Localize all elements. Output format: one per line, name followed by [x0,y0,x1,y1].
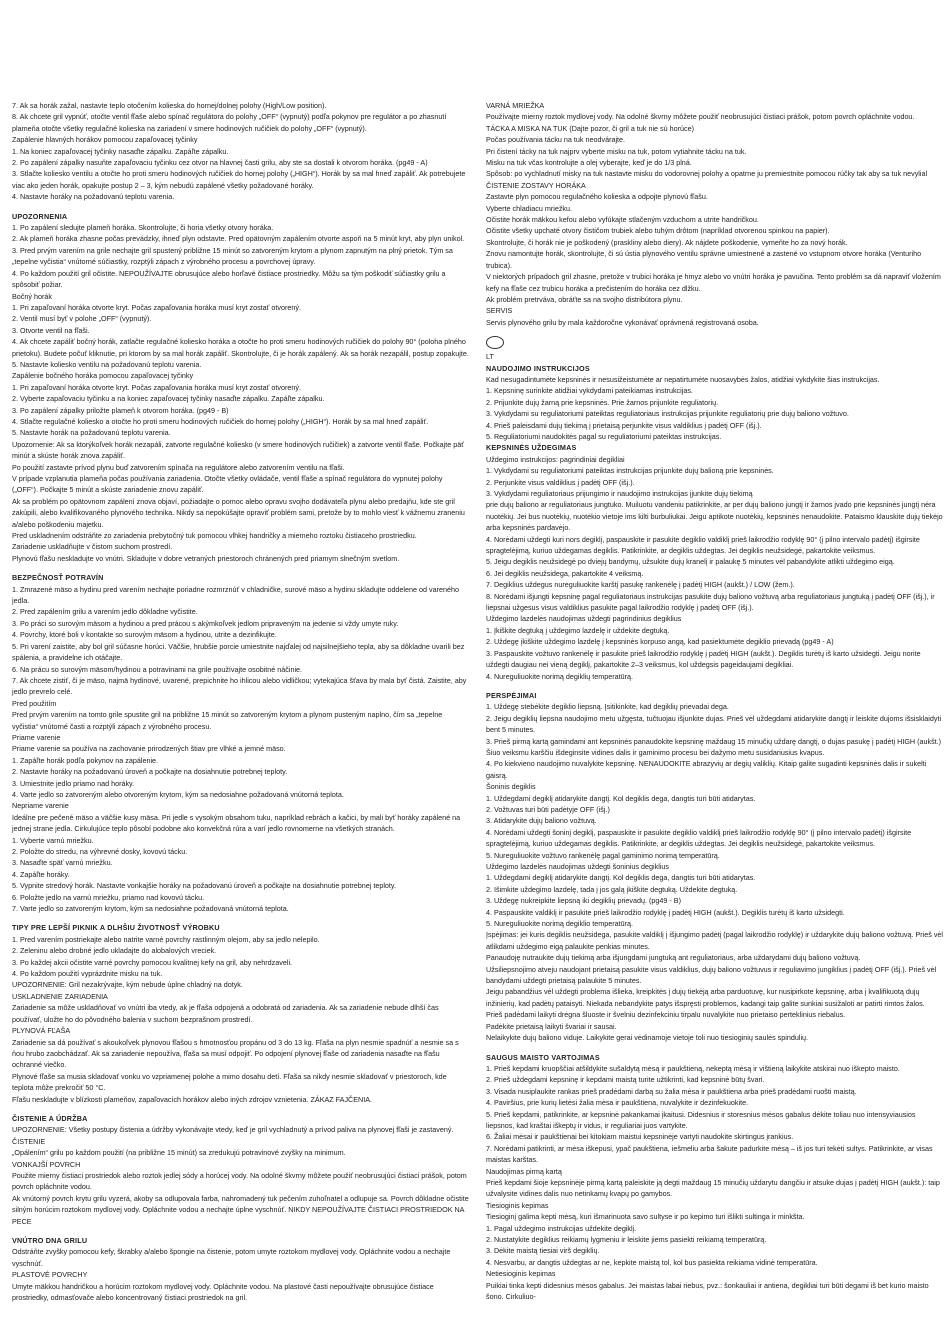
text-line: 3. Po zapálení zápalky priložte plameň k otvorom horáka. (pg49 - B) [12,405,229,415]
section-heading: TIPY PRE LEPŠÍ PIKNIK A DLHŠIU ŽIVOTNOSŤ VÝROBKU [12,923,220,933]
text-line: 3. Prieš pirmą kartą gamindami ant kepsninės panaudokite kepsninę maždaug 15 minučių uždarę dangtį, o dujas pasukę į padėtį HIGH (aukšt.) Šiuo veiksmu karščiu išdeginsite vidines dalis ir gaminimo procesu bei dažymo metu susidariusius kvapus. [486,736,942,757]
section-gap [12,203,470,211]
text-line: Spôsob: po vychladnutí misky na tuk nastavte misku do vodorovnej polohy a opatrne ju premiestnite pomocou rúčky tak aby sa tuk nevylial [486,169,928,179]
left-column [12,100,470,1303]
text-line: 6. Žaliai mėsai ir paukštienai bei kitokiam maistui kepsninėje vartyti naudokite skirtingus įrankius. [486,1132,794,1142]
text-line: Zariadenie sa môže uskladňovať vo vnútri iba vtedy, ak je fľaša odpojená a odobratá od zariadenia. Ak sa zariadenie nebude dlhší čas používať, uložte ho do pôvodného balenia v suchom bezprašnom prostredí. [12,1003,439,1024]
text-line: Pred prvým varením na tomto grile spustite gril na približne 15 minút so zatvoreným krytom a plynom pusteným naplno, čím sa „tepelne vyčistia“ vnútorné časti a rozptýli zápach z výrobného procesu. [12,710,443,731]
text-line: 1. Vyberte varnú mriežku. [12,835,94,845]
text-line: 4. Stlačte regulačné koliesko a otočte ho proti smeru hodinových ručičiek do hornej polohy („HIGH“). Horák by sa mal hneď zapáliť. [12,416,429,426]
text-line: 1. Prieš kepdami kruopščiai atšildykite sušaldytą mėsą ir paukštieną, nekeptą mėsą ir vištieną laikykite atskirai nuo iškepto maisto. [486,1063,900,1073]
text-line: ČISTENIE ZOSTAVY HORÁKA [486,180,586,190]
text-line: 3. Po práci so surovým mäsom a hydinou a pred prácou s akýmkoľvek jedlom pripraveným na jedenie si vždy umyte ruky. [12,618,399,628]
text-line: 3. Umiestnite jedlo priamo nad horáky. [12,778,135,788]
text-line: 2. Ventil musí byť v polohe „OFF“ (vypnutý). [12,314,152,324]
text-line: 2. Jeigu degiklių liepsna naudojimo metu užgęsta, tučtuojau išjunkite dujas. Prieš vėl uždegdami atidarykite dangtį ir leiskite dujoms išsisklaidyti bent 5 minutes. [486,713,942,735]
text-line: ČISTENIE [12,1136,46,1146]
text-line: Zariadenie uskladňujte v čistom suchom prostredí. [12,542,173,552]
text-line: 2. Prijunkite dujų žarną prie kepsninės. Prie žarnos prijunkite reguliatorių. [486,397,719,407]
text-line: Nelaikykite dujų baliono viduje. Laikykite gerai vėdinamoje vietoje toli nuo tiesioginių saulės spindulių. [486,1033,809,1043]
text-line: Očistite horák mäkkou kefou alebo vyfúkajte stlačeným vzduchom a utrite handričkou. [486,215,759,225]
text-line: 1. Na koniec zapaľovacej tyčinky nasaďte zápalku. Zapáľte zápalku. [12,146,229,156]
text-line: 6. Jei degiklis neužsidega, pakartokite 4 veiksmą. [486,568,644,578]
text-line: Pred použitím [12,698,57,708]
text-line: 3. Pred prvým varením na grile nechajte gril spustený približne 15 minút so zatvoreným krytom a plynom zapnutým na plný prietok. Tým sa „tepelne vyčistia“ vnútorné súčiastky, rozptýli zápach z výrobného procesu a povrchovej úpravy. [12,245,453,267]
text-line: 3. Nasaďte späť varnú mriežku. [12,858,113,868]
text-line: 2. Položte do stredu, na výhrevné dosky, kovovú tácku. [12,847,188,856]
text-line: Ideálne pre pečené mäso a väčšie kusy mäsa. Pri jedle s vysokým obsahom tuku, napríklad rebrách a kačici, by mali byť horáky zapálené na jednej strane jedla. Cirkulujúce teplo pôsobí podobne ako konvekčná rúra a varí jedlo rovnomerne na všetkých stranách. [12,812,461,834]
section-heading: KEPSNINĖS UŽDEGIMAS [486,443,577,453]
text-line: 1. Įkiškite degtuką į uždegimo lazdelę ir uždekite degtuką. [486,625,670,635]
text-line: Zastavte plyn pomocou regulačného kolieska a odpojte plynovú fľašu. [486,192,708,202]
text-line: 3. Po každej akcii očistite varné povrchy pomocou kvalitnej kefy na gril, aby nehrdzaveli. [12,957,293,967]
text-line: Očistite všetky upchaté otvory čističom trubiek alebo tuhým drôtom (napríklad otvorenou spinkou na papier). [486,226,830,236]
text-line: Vyberte chladiacu mriežku. [486,203,573,213]
text-line: 1. Pri zapaľovaní horáka otvorte kryt. Počas zapaľovania horáka musí kryt zostať otvorený. [12,302,301,312]
text-line: 4. Varte jedlo so zatvoreným alebo otvoreným krytom, kým sa nedosiahne požadovaná vnútorná teplota. [12,789,344,799]
text-line: 7. Ak chcete zistiť, či je mäso, najmä hydinové, uvarené, prepichnite ho ihlicou alebo vidličkou; vytekajúca šťava by mala byť čistá. Zaistite, aby jedlo prevrelo celé. [12,675,467,697]
text-line: 1. Po zapálení sledujte plameň horáka. Skontrolujte, či horia všetky otvory horáka. [12,223,274,233]
text-line: Uždegimo instrukcijos: pagrindiniai degikliai [486,454,625,464]
text-line: 2. Išimkite uždegimo lazdelę, tada į jos galą įkiškite degtuką. Uždekite degtuką. [486,884,738,894]
text-line: Uždegimo lazdelės naudojimas uždegti šoninius degiklius [486,862,669,871]
text-line: 5. Nureguliuokite vožtuvo rankenėlę pagal gaminimo norimą temperatūrą. [486,850,720,860]
text-line: 1. Uždegę stebėkite degiklio liepsną. Įsitikinkite, kad degiklių prievadai dega. [486,702,729,712]
text-line: 5. Reguliatoriumi naudokitės pagal su reguliatoriumi pateiktas instrukcijas. [486,431,722,441]
section-gap [12,1105,470,1113]
text-line: Jeigu pabandžius vėl uždegti problema išlieka, kreipkitės į dujų tiekėją arba parduotuvę, kur nusipirkote kepsninę, arba į kvalifikuotą dujų inžinierių, kad padėtų pataisyti. Niekada nebandykite patys išspręsti problemos, kadangi taip galite sunkiai susižaloti ar patirti rimtos žalos. [486,987,925,1008]
section-heading: ČISTENIE A ÚDRŽBA [12,1113,88,1123]
text-line: Ak vnútorný povrch krytu grilu vyzerá, akoby sa odlupovala farba, nahromadený tuk pečením zuhoľnatel a odlupuje sa. Povrch dôkladne očistite silným horúcim roztokom mydlovej vody. Opláchnite vodou a nechajte úplne vyschnúť. NIKDY NEPOUŽÍVAJTE ČISTIACI PROSTRIEDOK NA PECE [12,1193,469,1226]
section-heading: SAUGUS MAISTO VARTOJIMAS [486,1052,600,1062]
text-line: 6. Položte jedlo na varnú mriežku, priamo nad kovovú tácku. [12,892,205,902]
text-line: Prieš padėdami laikyti drėgna šluoste ir švelniu dezinfekciniu tirpalu nuvalykite nuo prietaiso perteklinius riebalus. [486,1010,846,1020]
section-heading: BEZPEČNOSŤ POTRAVÍN [12,573,104,583]
text-line: Nepriame varenie [12,801,69,811]
text-line: prie dujų baliono ar reguliatoriaus jungtuko. Muiluotu vandeniu patikrinkite, ar per dujų baliono jungtį ir žarnos jvado prie kepsninės jungtį nėra nuotėkių. Jei bus nuotėkių, nuotėkio vietoje ims kilti burbuliukai. Jeigu aptikote nuotėkių, kepsninės nenaudokite. Pataismo klauskite dujų tiekėjo arba kepsninės pardavėjo. [486,500,943,533]
text-line: UPOZORNENIE: Všetky postupy čistenia a údržby vykonávajte vtedy, keď je gril vychladnutý a prívod paliva na plynovej fľaši je zastavený. [12,1125,454,1135]
text-line: 2. Po zapálení zápalky nasuňte zapaľovaciu tyčinku cez otvor na hlavnej časti grilu, aby ste sa dostali k otvorom horáka. (pg49 - A) [12,158,428,168]
text-line: Kad nesugadintumėte kepsninės ir nesusižeistumėte ar nepatirtumėte nuosavybės žalos, atidžiai vykdykite šias instrukcijas. [486,374,880,384]
text-line: Fľašu neskladujte v blízkosti plameňov, zapaľovacích horákov alebo iných zdrojov vznietenia. ZÁKAZ FAJČENIA. [12,1094,373,1104]
text-line: 5. Vypnite stredový horák. Nastavte vonkajšie horáky na požadovanú úroveň a počkajte na dosiahnutie potrebnej teploty. [12,881,396,891]
text-line: 4. Nureguliuokite norimą degiklių temperatūrą. [486,671,634,681]
text-line: 2. Vožtuvas turi būti padėtyje OFF (išj.) [486,804,610,814]
text-line: Užsiliepsnojimo atveju naudojant prietaisą pasukite visus valdiklius, dujų baliono vožtuvus ir reguliavimo jungiklius į padėtį OFF (išj.). Prieš vėl bandydami uždegti prietaisą palaukite 5 minutes. [486,964,937,986]
text-line: Plynovú fľašu neskladujte vo vnútri. Skladujte v dobre vetraných priestoroch chránených pred priamym slnečným svetlom. [12,553,400,563]
text-line: Pred uskladnením odstráňte zo zariadenia prebytočný tuk pomocou vlhkej handričky a miemeho roztoku čistiaceho prostriedku. [12,531,417,541]
text-line: Įspėjimas: jei kuris degiklis neužsidega, pasukite valdiklį į išjungimo padėtį (pagal laikrodžio rodyklę) ir uždarykite dujų baliono vožtuvą. Prieš vėl atlikdami uždegimo eigą palaukite penkias minutes. [486,930,944,951]
text-line: 3. Paspauskite vožtuvo rankenėlę ir pasukite prieš laikrodžio rodyklę į padėtį HIGH (aukšt.). Degiklis turėtų iš karto užsidegti. Jeigu norite uždegti daugiau nei vieną degiklį, pakartokite 2–3 veiksmus, kol uždegsis pageidaujami degikliai. [486,648,921,670]
text-line: 3. Vykdydami reguliatoriaus prijungimo ir naudojimo instrukcijas įjunkite dujų tiekimą [486,489,753,498]
text-line: 3. Stlačte koliesko ventilu a otočte ho proti smeru hodinových ručičiek do hornej polohy („HIGH“). Horák by sa mal hneď zapáliť. Ak potrebujete viac ako jeden horák, opakujte postup 2 – 3, kým nebudú zapálené všetky požadované horáky. [12,169,466,190]
text-line: 4. Po kiekvieno naudojimo nuvalykite kepsninę. NENAUDOKITE abrazyvių ar degių valiklių. Kitaip galite sugadinti kepsninės dalis ir sukelti gaisrą. [486,759,927,780]
text-line: Servis plynového grilu by mala každoročne vykonávať oprávnená registrovaná osoba. [486,317,759,327]
text-line: 2. Pred zapálením grilu a varením jedlo dôkladne vyčistite. [12,607,198,617]
text-line: USKLADNENIE ZARIADENIA [12,991,108,1001]
text-line: Plynové fľaše sa musia skladovať vonku vo vzpriamenej polohe a mimo dosahu detí. Fľaša sa nikdy nesmie skladovať v priestoroch, kde teplota môže prekročiť 50 °C. [12,1071,447,1093]
text-line: Netiesioginis kepimas [486,1269,556,1279]
text-line: 5. Nastavte horák na požadovanú teplotu varenia. [12,428,171,438]
text-line: 3. Uždegę nukreipkite liepsną iki degiklių prievadų. (pg49 - B) [486,896,681,906]
text-line: Počas používania tácku na tuk neodvárajte. [486,135,626,145]
text-line: 4. Zapáľte horáky. [12,869,70,879]
text-line: UPOZORNENIE: Gril nezakrývajte, kým nebude úplne chladný na dotyk. [12,980,243,990]
text-line: 1. Kepsninę surinkite atidžiai vykdydami pateikiamas instrukcijas. [486,386,693,396]
text-line: 1. Uždegdami degiklį atidarykite dangtį. Kol degiklis dega, dangtis turi būti atidarytas. [486,873,756,883]
text-line: Skontrolujte, či horák nie je poškodený (praskliny alebo diery). Ak nájdete poškodenie, vymeňte ho za nový horák. [486,237,848,247]
text-line: 2. Ak plameň horáka zhasne počas prevádzky, ihneď plyn odstavte. Pred opätovným zapálením otvorte aspoň na 5 minút kryt, aby plyn unikol. [12,234,465,244]
text-line: 1. Zapáľte horák podľa pokynov na zapálenie. [12,755,159,765]
text-line: 5. Jeigu degiklis neužsidegė po dviejų bandymų, užsukite dujų kranelį ir palaukę 5 minutes vėl pabandykite atlikti uždegimo eigą. [486,557,895,567]
text-line: 2. Prieš uždegdami kepsninę ir kepdami maistą turite užtikrinti, kad kepsninė būtų švari. [486,1075,765,1085]
text-line: 1. Pred varením postriekajte alebo natrite varné povrchy rastlinným olejom, aby sa jedlo nelepilo. [12,934,320,944]
text-line: Naudojimas pirmą kartą [486,1166,562,1176]
text-line: PLASTOVÉ POVRCHY [12,1270,88,1280]
text-line: 8. Ak chcete gril vypnúť, otočte ventil fľaše alebo spínač regulátora do polohy „OFF“ (vypnutý) podľa pokynov pre regulátor a po zhasnutí plameňa otočte všetky regulačné kolieska na zariadení v smere hodinových ručičiek do polohy „OFF“ (vypnutý). [12,112,447,133]
text-line: 1. Uždegdami degiklį atidarykite dangtį. Kol degiklis dega, dangtis turi būti atidarytas. [486,793,756,803]
text-line: Používajte mierny roztok mydlovej vody. Na odolné škvrny môžete použiť neobrusujúci čistiaci prášok, potom povrch opláchnite vodou. [486,112,915,122]
text-line: VARNÁ MRIEŽKA [486,101,545,110]
text-line: Bočný horák [12,291,52,301]
text-line: Odstráňte zvyšky pomocou kefy, škrabky a/alebo špongie na čistenie, potom umyte roztokom mydlovej vody. Opláchnite vodou a nechajte vyschnúť. [12,1247,451,1268]
text-line: Zapálenie bočného horáka pomocou zapaľovacej tyčinky [12,371,194,381]
text-line: 3. Otvorte ventil na fľaši. [12,325,90,335]
text-line: 3. Atidarykite dujų baliono vožtuvą. [486,816,597,826]
text-line: TÁCKA A MISKA NA TUK (Dajte pozor, či gril a tuk nie sú horúce) [486,123,694,133]
text-line: Priame varenie sa používa na zachovanie prirodzených štiav pre vlhké a jemné mäso. [12,744,286,754]
text-line: Použite mierny čistiaci prostriedok alebo roztok jedlej sódy a horúcej vody. Na odolné škvrny môžete použiť neobrusujúci čistiaci prášok, potom povrch opláchnite vodou. [12,1170,467,1192]
text-line: Uždegimo lazdelės naudojimas uždegti pagrindinius degiklius [486,614,682,624]
text-line: Panaudoję nutraukite dujų tiekimą arba išjungdami jungtuką ant reguliatoriaus, arba uždarydami dujų baliono vožtuvą. [486,953,861,963]
text-line: 2. Vyberte zapaľovaciu tyčinku a na koniec zapaľovacej tyčinky nasaďte zápalku. Zapáľte zápalku. [12,394,325,404]
text-line: 4. Prieš paleisdami dujų tiekimą į prietaisą perjunkite visus valdiklius į padėtį OFF (išj.). [486,420,762,430]
text-line: Zariadenie sa dá používať s akoukoľvek plynovou fľašou s hmotnosťou propánu od 3 do 13 kg. Fľaša na plyn nesmie spadnúť a nesmie sa s ňou hrubo zaobchádzať. Ak sa zariadenie nepoužíva, fľaša sa musí odpojiť. Po odpojení plynovej fľaše od zariadenia nasaďte na fľašu ochranné viečko. [12,1037,459,1070]
text-line: 4. Paviršius, prie kurių lietėsi žalia mėsa ir paukštiena, nuvalykite ir dezinfekuokite. [486,1098,749,1108]
text-line: LT [486,352,494,362]
text-line: 2. Uždegę įkiškite uždegimo lazdelę į kepsninės korpuso angą, kad pasiektumėte degiklio prievadą (pg49 - A) [486,637,834,647]
text-line: V prípade vzplanutia plameňa počas používania zariadenia. Otočte všetky ovládače, ventil fľaše a spínač regulátora do vypnutej polohy („OFF“). Počkajte 5 minút a skúste zariadenie znovu zapáliť. [12,474,443,495]
text-line: 4. Po každom použití gril očistite. NEPOUŽÍVAJTE obrusujúce alebo horľavé čistiace prostriedky. Môžu sa tým poškodiť súčiastky grilu a spôsobiť požiar. [12,268,446,290]
text-line: 4. Norėdami uždegti kuri nors degiklį, paspauskite ir pasukite degiklio valdiklį prieš laikrodžio rodyklę 90° (į pilno intervalo padėtį) išgirsite spragtelėjimą, kuriuo uždegamas degiklis. Patikrinkite, ar degiklis uždegtas. Jei degiklis neužsidegė, pakartokite veiksmus. [486,534,920,556]
text-line: Šoninis degiklis [486,782,536,792]
text-line: 3. Dėkite maistą tiesiai virš degiklių. [486,1246,600,1256]
text-line: 2. Nastavte horáky na požadovanú úroveň a počkajte na dosiahnutie potrebnej teploty. [12,767,288,777]
text-line: 8. Norėdami išjungti kepsninę pagal reguliatoriaus instrukcijas pasukite dujų baliono vožtuvą arba reguliatoriaus jungtuką į padėtį OFF (išj.), ir liepsnai užgesus visus valdiklius pasukite pagal laikrodžio rodyklę į padėtį OFF (išj.). [486,591,935,613]
text-line: 5. Prieš kepdami, patikrinkite, ar kepsninė pakankamai įkaitusi. Didesnius ir storesnius mėsos gabalus dėkite toliau nuo intensyviausios liepsnos, kad kraštai iškeptų ir vidus, ir reguliariai juos vartykite. [486,1109,916,1130]
text-line: 2. Zeleninu alebo drobné jedlo ukladajte do alobalových vreciek. [12,946,217,956]
text-line: 1. Pri zapaľovaní horáka otvorte kryt. Počas zapaľovania horáka musí kryt zostať otvorený. [12,382,301,392]
text-line: 5. Nastavte koliesko ventilu na požadovanú teplotu varenia. [12,359,202,369]
text-line: V niektorých prípadoch gril zhasne, pretože v trubici horáka je hmyz alebo vo vnútri horáka je pavučina. Tento problém sa dá napraviť vložením kefy na fľaše cez trubicu horáka a prečistením do horáka cez dlžku. [486,272,941,293]
text-line: 5. Nureguliuokite norimą degiklio temperatūrą. [486,919,634,929]
section-heading: UPOZORNENIA [12,211,68,221]
text-line: Upozornenie: Ak sa ktorýkoľvek horák nezapáli, zatvorte regulačné koliesko (v smere hodinových ručičiek) a zatvorte ventil fľaše. Počkajte päť minút a skúste horák znova zapáliť. [12,439,464,461]
text-line: 2. Perjunkite visus valdiklius į padėtį OFF (išj.). [486,477,635,487]
text-line: 3. Vykdydami su reguliatoriumi pateiktas reguliatoriaus instrukcijas prijunkite reguliatorių prie dujų baliono vožtuvo. [486,409,849,419]
text-line: Tiesioginį galima kepti mėsą, kuri išmarinuota savo sultyse ir po kepimo turi išlikti sultinga ir minkšta. [486,1212,805,1222]
section-gap [486,682,944,690]
right-column [486,100,944,1302]
text-line: 3. Visada nusiplaukite rankas prieš pradėdami darbą su žalia mėsa ir paukštiena arba prieš pradėdami ruošti maistą. [486,1086,857,1096]
text-line: Pri čistení tácky na tuk najprv vyberte misku na tuk, potom vytiahnite tácku na tuk. [486,146,747,156]
text-line: Ak problém pretrváva, obráťte sa na svojho distribútora plynu. [486,294,683,304]
section-heading: VNÚTRO DNA GRILU [12,1236,88,1245]
text-line: Priame varenie [12,732,61,742]
text-line: 1. Vykdydami su reguliatoriumi pateiktas instrukcijas prijunkite dujų balioną prie kepsninės. [486,466,774,476]
text-line: 2. Nustatykite degiklius reikiamų lygmeniu ir leiskite jiems pasiekti reikiamą temperatūrą. [486,1235,767,1244]
text-line: 4. Nastavte horáky na požadovanú teplotu varenia. [12,192,175,202]
text-line: 1. Zmrazené mäso a hydinu pred varením nechajte poriadne rozmrznúť v chladničke, surové mäso a hydinu skladujte oddelene od vareného jedla. [12,584,459,606]
text-line: 4. Paspauskite valdiklį ir pasukite prieš laikrodžio rodyklę į padėtį HIGH (aukšt.). Degiklis turėtų iš karto užsidegti. [486,907,845,917]
text-line: 4. Norėdami uždegti šoninį degiklį, paspauskite ir pasukite degiklio valdiklį prieš laikrodžio rodyklę 90° (į pilno intervalo padėtį) išgirsite spragtelėjimą, kuriuo uždegamas degiklis. Patikrinkite, ar degiklis uždegtas. Jei degiklis neužsidegė, pakartokite veiksmus. [486,827,912,849]
text-line: 7. Degiklius uždegus nureguliuokite karštį pasukę rankenėlę į padėtį HIGH (aukšt.) / LOW (žem.). [486,580,795,590]
text-line: 6. Na prácu so surovým mäsom/hydinou a potravinami na grile používajte osobitné náčinie. [12,664,303,674]
text-line: Zapálenie hlavných horákov pomocou zapaľovacej tyčinky [12,135,198,145]
text-line: 4. Nesvarbu, ar dangtis uždegtas ar ne, kepkite maistą tol, kol bus pasiekta reikiama vidinė temperatūra. [486,1257,818,1267]
text-line: Misku na tuk včas kontrolujte a olej vyberajte, keď je do 1/3 plná. [486,158,692,168]
text-line: Tiesioginis kepimas [486,1200,549,1210]
section-gap [486,1044,944,1052]
text-line: PLYNOVÁ FĽAŠA [12,1026,71,1036]
language-marker-icon [486,336,504,349]
section-gap [12,564,470,572]
text-line: „Opálením“ grilu po každom použití (na približne 15 minút) sa zredukujú potravinové zvyšky na minimum. [12,1148,346,1158]
text-line: 7. Ak sa horák zažal, nastavte teplo otočením kolieska do hornej/dolnej polohy (High/Low position). [12,101,327,110]
section-heading: PERSPĖJIMAI [486,690,537,700]
text-line: Puikiai tinka kepti didesnius mėsos gabalus. Jei maistas labai riebus, pvz.: šonkauliai ir antiena, degikliai turi būti degami iš bet kurio maisto šono. Cirkuliuo- [486,1280,929,1302]
section-heading: NAUDOJIMO INSTRUKCIJOS [486,363,590,373]
text-line: 4. Ak chcete zapáliť bočný horák, zatlačte regulačné koliesko horáka a otočte ho proti smeru hodinových ručičiek do polohy 90° (poloha plného prietoku). Budete počuť kliknutie, pri ktorom by sa mal horák zapáliť. Skontrolujte, či je horák zapálený. Ak sa horák nezapálil, postup zopakujte. [12,337,469,358]
text-line: Znovu namontujte horák, skontrolujte, či sú ústia plynového ventilu správne umiestnené a zastené vo vstupnom otvore horáka (Venturiho trubica). [486,249,922,270]
text-line: 4. Po každom použití vyprázdnite misku na tuk. [12,969,163,979]
text-line: 1. Pagal uždegimo instrukcijas uždekite degiklį. [486,1223,637,1233]
text-line: SERVIS [486,306,513,316]
text-line: 7. Varte jedlo so zatvoreným krytom, kým sa nedosiahne požadovaná vnútorná teplota. [12,904,289,914]
text-line: 5. Pri varení zaistite, aby bol gril súčasne horúci. Väčšie, hrubšie porcie umiestnite najďalej od najsilnejšieho tepla, aby sa dôkladne uvarili bez spálenia, a pravidelne ich otáčajte. [12,641,465,663]
text-line: 4. Povrchy, ktoré boli v kontakte so surovým mäsom a hydinou, utrite a dezinfikujte. [12,630,277,640]
text-line: 7. Norėdami patikrinti, ar mėsa iškepusi, ypač paukštiena, iešmeliu arba šakute padurkite mėsą – iš jos turi tekėti sultys. Patikrinkite, ar visas maistas karštas. [486,1143,933,1165]
section-gap [12,914,470,922]
text-line: Padėkite prietaisą laikyti švariai ir sausai. [486,1021,617,1031]
text-line: Ak sa problém po opätovnom zapálení znova objaví, požiadajte o pomoc alebo opravu svojho dodávateľa plynu alebo predajňu, kde ste gril zakúpili, alebo kvalifikovaného plynového technika. Nikdy sa nepokúšajte opraviť problém sami, pretože by to mohlo viesť k vážnemu zraneniu a/alebo poškodeniu majetku. [12,496,465,529]
text-line: Prieš kepdami šioje kepsninėje pirmą kartą paleiskite ją degti maždaug 15 minučių uždarytu dangčiu ir atsuke dujas į padėtį HIGH (aukšt.): taip užvalysite vidines dalis nuo netinkamų kvapų po gamybos. [486,1177,940,1199]
text-line: Umyte mäkkou handričkou a horúcim roztokom mydlovej vody. Opláchnite vodou. Na plastové časti nepoužívajte obrusujúce čistiace prostriedky, odmasťovače alebo koncentrovaný čistiaci prostriedok na gril. [12,1281,434,1303]
section-gap [12,1227,470,1235]
text-line: VONKAJŠÍ POVRCH [12,1159,81,1169]
text-line: Po použití zastavte prívod plynu buď zatvorením spínača na regulátore alebo zatvorením ventilu na fľaši. [12,462,345,472]
